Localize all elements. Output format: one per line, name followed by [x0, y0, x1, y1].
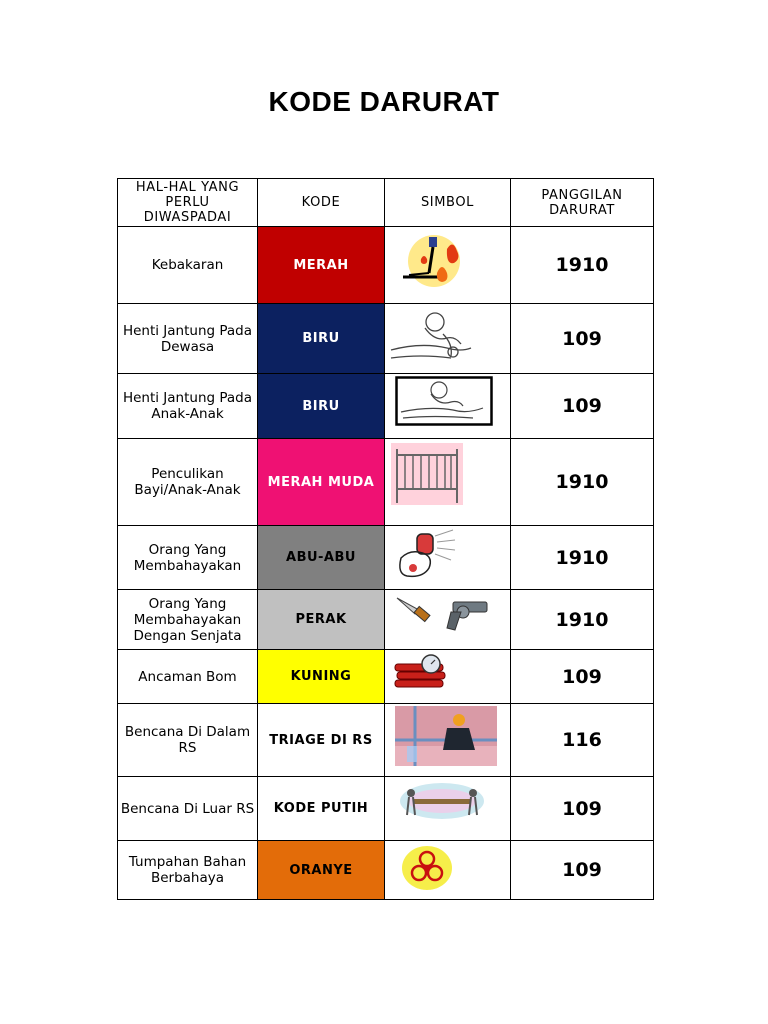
symbol-cell [385, 590, 511, 650]
table-row [118, 227, 654, 304]
kode-cell: KUNING [258, 650, 385, 704]
header-hal: HAL-HAL YANG PERLU DIWASPADAI [118, 179, 258, 227]
table-row [118, 439, 654, 526]
hal-cell: Henti Jantung Pada Dewasa [118, 304, 258, 374]
stretcher-icon [399, 781, 485, 821]
child-cpr-icon [395, 376, 493, 426]
hal-cell: Tumpahan Bahan Berbahaya [118, 841, 258, 900]
table-row [118, 526, 654, 590]
kode-cell: ORANYE [258, 841, 385, 900]
table-row [118, 374, 654, 439]
kode-cell: BIRU [258, 374, 385, 439]
page-title: KODE DARURAT [268, 86, 500, 117]
symbol-cell [385, 227, 511, 304]
table-row [118, 841, 654, 900]
table-row [118, 650, 654, 704]
table-row [118, 304, 654, 374]
header-simbol: SIMBOL [385, 179, 511, 227]
symbol-cell [385, 650, 511, 704]
number-cell: 1910 [511, 439, 654, 526]
fire-icon [389, 229, 475, 289]
adult-cpr-icon [389, 306, 477, 366]
symbol-cell [385, 704, 511, 777]
kode-cell: MERAH MUDA [258, 439, 385, 526]
symbol-cell [385, 304, 511, 374]
number-cell: 109 [511, 304, 654, 374]
number-cell: 116 [511, 704, 654, 777]
hal-cell: Orang Yang Membahayakan Dengan Senjata [118, 590, 258, 650]
bomb-icon [391, 652, 463, 692]
kode-cell: ABU-ABU [258, 526, 385, 590]
table-row [118, 590, 654, 650]
angry-person-icon [391, 528, 457, 584]
symbol-cell [385, 439, 511, 526]
number-cell: 1910 [511, 590, 654, 650]
header-panggilan: PANGGILAN DARURAT [511, 179, 654, 227]
table-row [118, 704, 654, 777]
hal-cell: Orang Yang Membahayakan [118, 526, 258, 590]
kode-cell: BIRU [258, 304, 385, 374]
hal-cell: Penculikan Bayi/Anak-Anak [118, 439, 258, 526]
hal-cell: Bencana Di Dalam RS [118, 704, 258, 777]
number-cell: 109 [511, 650, 654, 704]
hal-cell: Ancaman Bom [118, 650, 258, 704]
kode-cell: MERAH [258, 227, 385, 304]
hal-cell: Bencana Di Luar RS [118, 777, 258, 841]
table-row [118, 777, 654, 841]
crib-icon [391, 443, 463, 505]
number-cell: 109 [511, 374, 654, 439]
kode-cell: PERAK [258, 590, 385, 650]
symbol-cell [385, 777, 511, 841]
number-cell: 1910 [511, 227, 654, 304]
number-cell: 109 [511, 777, 654, 841]
hospital-disaster-icon [395, 706, 497, 766]
kode-cell: KODE PUTIH [258, 777, 385, 841]
knife-gun-icon [393, 594, 493, 638]
biohazard-icon [401, 845, 453, 891]
header-kode: KODE [258, 179, 385, 227]
emergency-code-table [117, 178, 654, 900]
hal-cell: Kebakaran [118, 227, 258, 304]
number-cell: 109 [511, 841, 654, 900]
kode-cell: TRIAGE DI RS [258, 704, 385, 777]
symbol-cell [385, 841, 511, 900]
symbol-cell [385, 526, 511, 590]
hal-cell: Henti Jantung Pada Anak-Anak [118, 374, 258, 439]
number-cell: 1910 [511, 526, 654, 590]
table-header-row [118, 179, 654, 227]
symbol-cell [385, 374, 511, 439]
